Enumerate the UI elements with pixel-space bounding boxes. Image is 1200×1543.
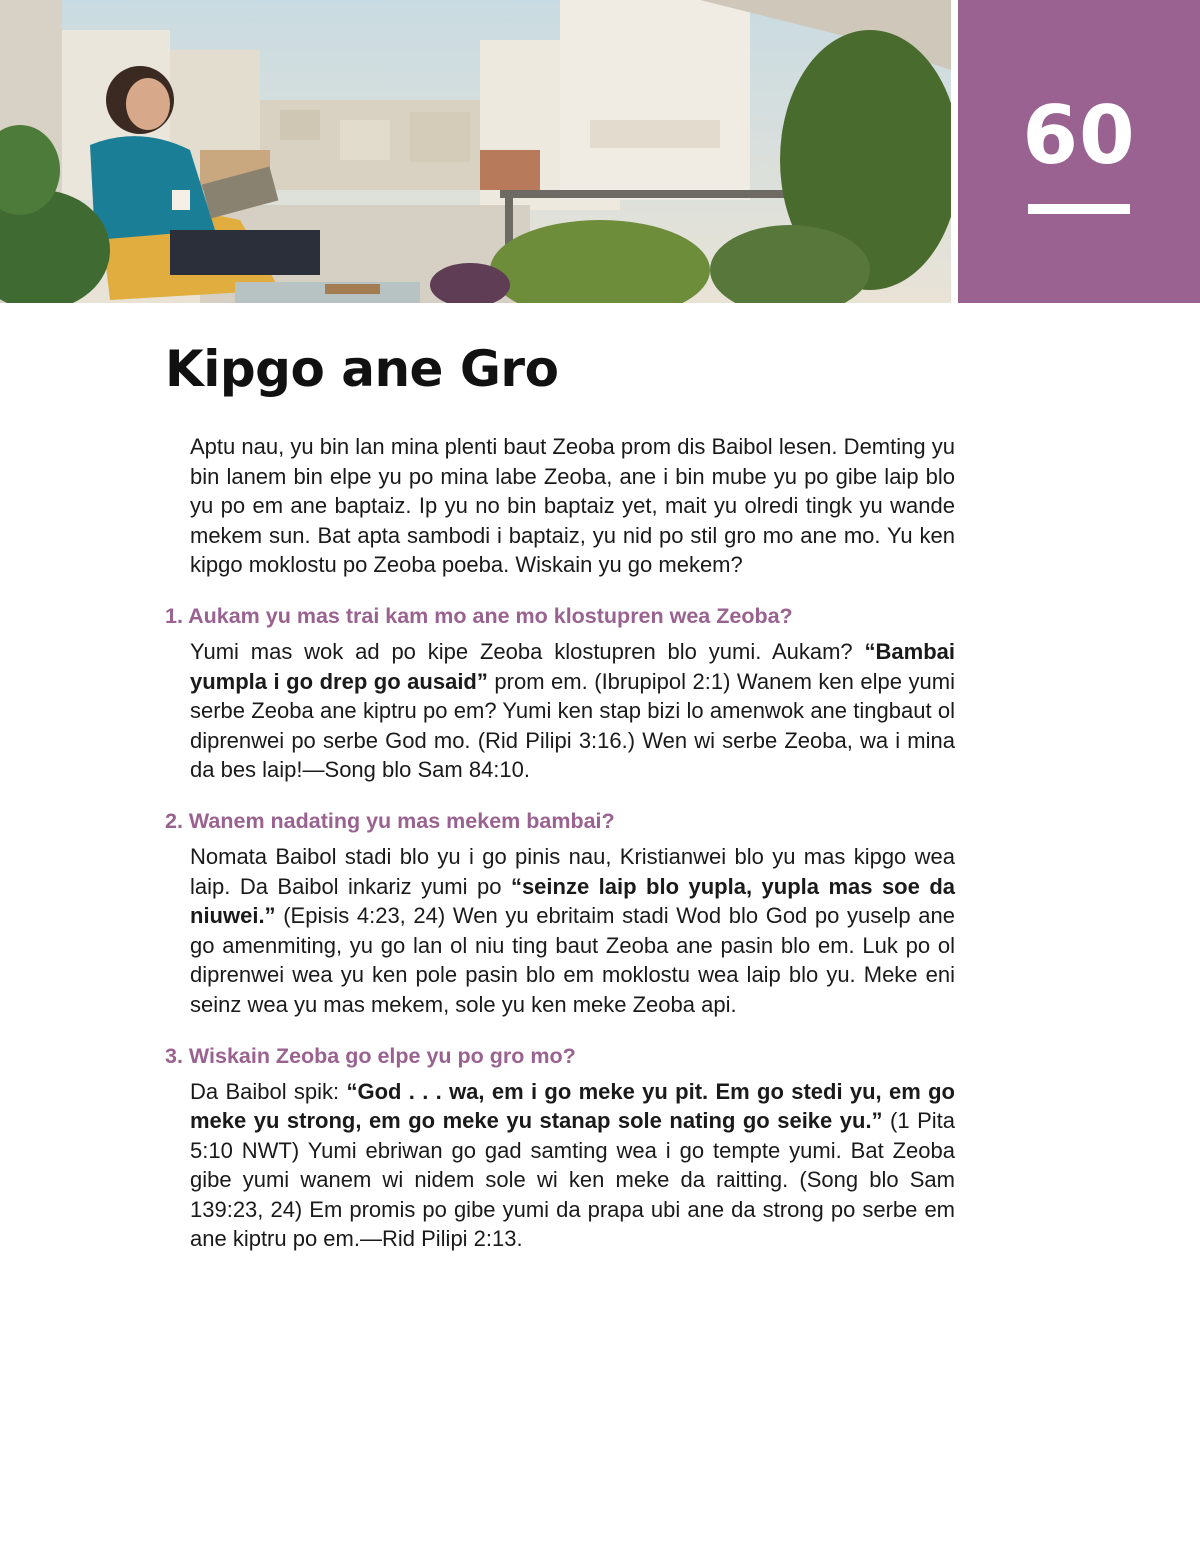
section-paragraph-2 bbox=[190, 842, 955, 1020]
section-text: (1 Pita 5:10 NWT) Yumi ebriwan go gad samting wea i go tempte yumi. Bat Zeoba gibe yumi wanem wi nidem sole wi ken meke da raitting. (Song blo Sam 139:23, 24) Em promis po gibe yumi da prapa ubi ane da strong po serbe em ane kiptru po em.—Rid Pilipi 2:13. bbox=[190, 1108, 956, 1252]
lesson-number: 60 bbox=[1022, 89, 1136, 182]
section-heading-2: 2. Wanem nadating yu mas mekem bambai? bbox=[165, 808, 615, 833]
scripture-quote: “seinze laip blo yupla, yupla mas soe da niuwei.” bbox=[190, 873, 955, 929]
section-paragraph-3 bbox=[190, 1077, 955, 1255]
section-text: (Episis 4:23, 24) Wen yu ebritaim stadi Wod blo God po yuselp ane go amenmiting, yu go lan ol niu ting baut Zeoba ane pasin blo em. Luk po ol diprenwei wea yu ken pole pasin blo em moklostu wea laip blo yu. Meke eni seinz wea yu mas mekem, sole yu ken meke Zeoba api. bbox=[190, 903, 955, 1017]
lesson-number-underline bbox=[1028, 204, 1130, 214]
scripture-quote: “Bambai yumpla i go drep go ausaid” bbox=[190, 638, 955, 694]
intro-paragraph: Aptu nau, yu bin lan mina plenti baut Zeoba prom dis Baibol lesen. Demting yu bin lanem bin elpe yu po mina labe Zeoba, ane i bin mube yu po gibe laip blo yu po em ane baptaiz. Ip yu no bin baptaiz yet, mait yu olredi tingk yu wande mekem sun. Bat apta sambodi i baptaiz, yu nid po stil gro mo ane mo. Yu ken kipgo moklostu po Zeoba poeba. Wiskain yu go mekem? bbox=[190, 434, 955, 578]
section-text: Da Baibol spik: bbox=[190, 1078, 347, 1104]
lesson-number-box bbox=[958, 0, 1200, 303]
scripture-quote: “God . . . wa, em i go meke yu pit. Em go stedi yu, em go meke yu strong, em go meke yu stanap sole nating go seike yu.” bbox=[190, 1078, 955, 1134]
lesson-content bbox=[165, 340, 955, 1254]
section-text: Nomata Baibol stadi blo yu i go pinis nau, Kristianwei blo yu mas kipgo wea laip. Da Baibol inkariz yumi po bbox=[190, 843, 955, 899]
section-heading-1: 1. Aukam yu mas trai kam mo ane mo klostupren wea Zeoba? bbox=[165, 603, 793, 628]
section-text: prom em. (Ibrupipol 2:1) Wanem ken elpe yumi serbe Zeoba ane kiptru po em? Yumi ken stap bizi lo amenwok ane tingbaut ol diprenwei po serbe God mo. (Rid Pilipi 3:16.) Wen wi serbe Zeoba, wa i mina da bes laip!—Song blo Sam 84:10. bbox=[190, 668, 955, 783]
hero-photo bbox=[0, 0, 951, 303]
section-paragraph-1 bbox=[190, 637, 955, 785]
section-text: Yumi mas wok ad po kipe Zeoba klostupren blo yumi. Aukam? bbox=[190, 638, 865, 664]
section-heading-3: 3. Wiskain Zeoba go elpe yu po gro mo? bbox=[165, 1043, 576, 1068]
page-title: Kipgo ane Gro bbox=[165, 340, 559, 398]
